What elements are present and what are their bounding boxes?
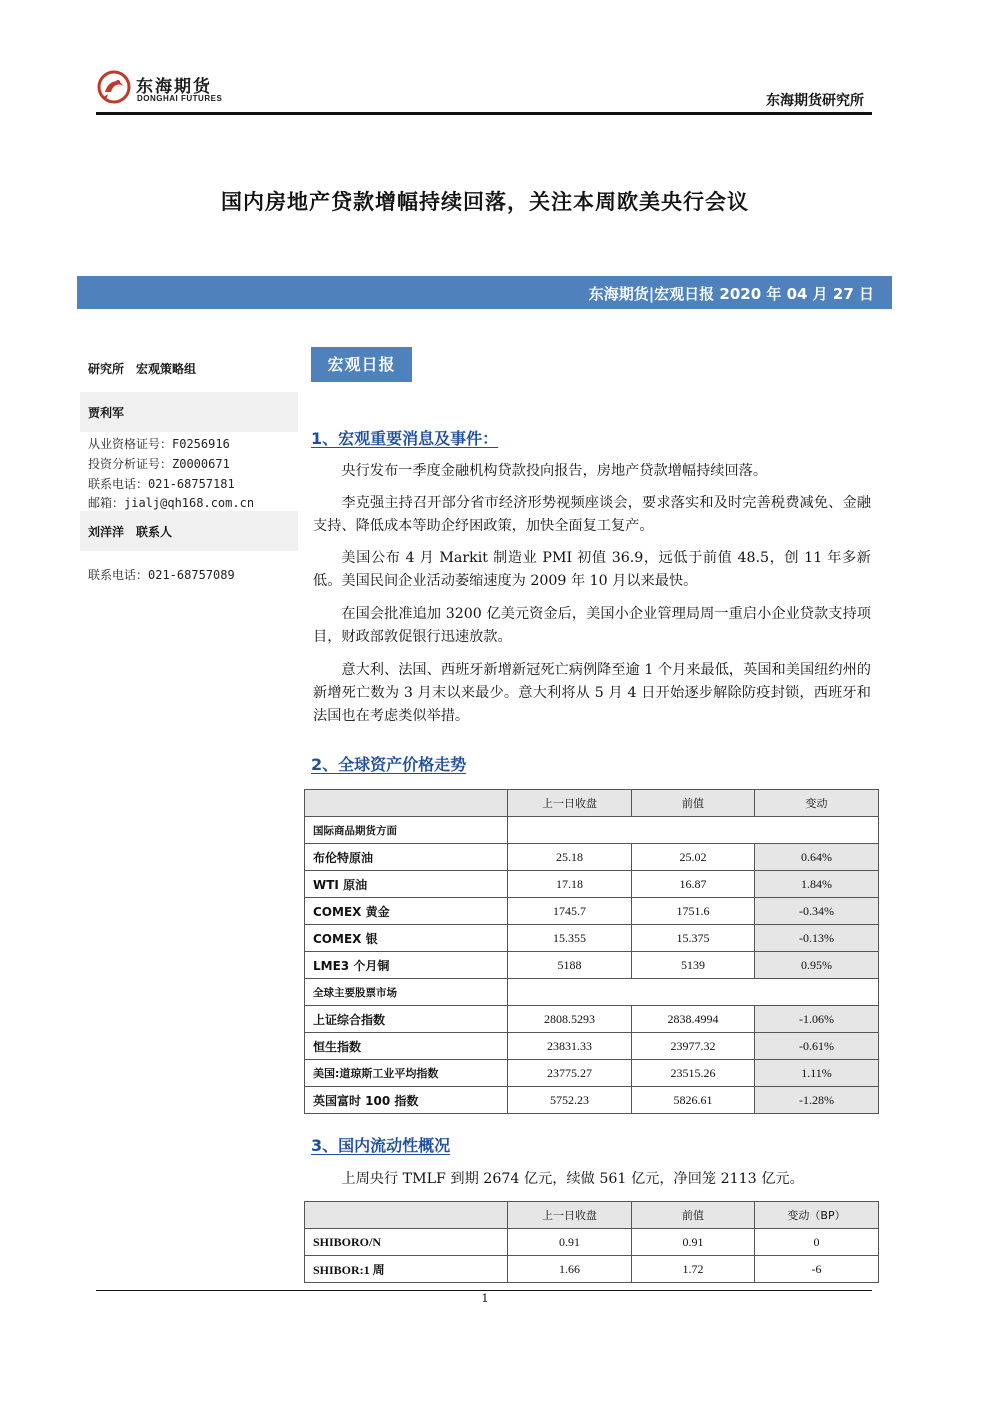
section1-heading: 1、宏观重要消息及事件： (311, 429, 499, 448)
asset-name: 英国富时 100 指数 (305, 1087, 508, 1114)
prev-value: 16.87 (632, 871, 755, 898)
prev-value: 15.375 (632, 925, 755, 952)
liquidity-table (304, 1201, 879, 1283)
close-value: 15.355 (508, 925, 632, 952)
table-row (305, 1060, 879, 1087)
prev-value: 5826.61 (632, 1087, 755, 1114)
news-paragraph: 央行发布一季度金融机构贷款投向报告，房地产贷款增幅持续回落。 (341, 463, 768, 479)
header-divider (96, 112, 872, 115)
rate-name: SHIBOR:1 周 (305, 1256, 508, 1283)
group-label: 全球主要股票市场 (305, 979, 508, 1006)
close-value: 2808.5293 (508, 1006, 632, 1033)
analyst1-name: 贾利军 (80, 392, 298, 432)
news-paragraph: 在国会批准追加 3200 亿美元资金后，美国小企业管理局周一重启小企业贷款支持项目，财政部敦促银行迅速放款。 (313, 606, 871, 645)
change-value: -0.34% (755, 898, 879, 925)
asset-name: 布伦特原油 (305, 844, 508, 871)
asset-name: COMEX 银 (305, 925, 508, 952)
table-header-cell (305, 1202, 508, 1229)
asset-name: 上证综合指数 (305, 1006, 508, 1033)
logo-english-name: DONGHAI FUTURES (137, 94, 223, 103)
close-value: 5188 (508, 952, 632, 979)
institute-name: 东海期货研究所 (766, 93, 864, 109)
dragon-logo-icon (96, 68, 132, 106)
section2-heading: 2、全球资产价格走势 (311, 755, 467, 774)
analyst1-line: 从业资格证号：F0256916 (88, 437, 230, 451)
change-value: -0.61% (755, 1033, 879, 1060)
table-header-cell: 前值 (632, 1202, 755, 1229)
close-value: 17.18 (508, 871, 632, 898)
banner-text: 东海期货|宏观日报 2020 年 04 月 27 日 (588, 285, 874, 303)
table-header-cell: 变动（BP） (755, 1202, 879, 1229)
report-banner (77, 276, 892, 309)
page-number: 1 (481, 1292, 489, 1305)
change-value: -1.06% (755, 1006, 879, 1033)
table-row (305, 1006, 879, 1033)
table-row (305, 952, 879, 979)
close-value: 5752.23 (508, 1087, 632, 1114)
change-value: 1.11% (755, 1060, 879, 1087)
table-header-cell: 上一日收盘 (508, 790, 632, 817)
analyst1-line: 投资分析证号：Z0000671 (88, 457, 230, 471)
close-value: 23831.33 (508, 1033, 632, 1060)
table-row (305, 871, 879, 898)
prev-value: 5139 (632, 952, 755, 979)
logo-chinese-name: 东海期货 (136, 77, 212, 97)
analyst2-name: 刘洋洋 联系人 (80, 511, 298, 551)
close-value: 23775.27 (508, 1060, 632, 1087)
analyst1-email[interactable]: 邮箱：jialj@qh168.com.cn (88, 496, 255, 510)
prev-value: 1.72 (632, 1256, 755, 1283)
asset-name: COMEX 黄金 (305, 898, 508, 925)
sidebar-dept: 研究所 宏观策略组 (88, 362, 197, 376)
close-value: 25.18 (508, 844, 632, 871)
prev-value: 1751.6 (632, 898, 755, 925)
close-value: 0.91 (508, 1229, 632, 1256)
prev-value: 0.91 (632, 1229, 755, 1256)
rate-name: SHIBORO/N (305, 1229, 508, 1256)
change-value: 0.95% (755, 952, 879, 979)
asset-name: 美国:道琼斯工业平均指数 (305, 1060, 508, 1087)
footer-divider (96, 1290, 872, 1291)
table-row (305, 925, 879, 952)
table-group-row (305, 817, 879, 844)
group-label: 国际商品期货方面 (305, 817, 508, 844)
change-value: 1.84% (755, 871, 879, 898)
table-row (305, 844, 879, 871)
table-header-cell: 上一日收盘 (508, 1202, 632, 1229)
table-header-row (305, 790, 879, 817)
section-tag: 宏观日报 (311, 347, 412, 382)
prev-value: 23515.26 (632, 1060, 755, 1087)
table-row (305, 1256, 879, 1283)
table-row (305, 1229, 879, 1256)
analyst1-line: 联系电话：021-68757181 (88, 477, 235, 491)
section3-heading: 3、国内流动性概况 (311, 1136, 451, 1155)
prev-value: 2838.4994 (632, 1006, 755, 1033)
table-header-cell (305, 790, 508, 817)
change-value: -6 (755, 1256, 879, 1283)
change-value: -0.13% (755, 925, 879, 952)
asset-name: WTI 原油 (305, 871, 508, 898)
change-value: 0.64% (755, 844, 879, 871)
table-header-cell: 变动 (755, 790, 879, 817)
company-logo (96, 66, 236, 110)
change-value: -1.28% (755, 1087, 879, 1114)
table-row (305, 898, 879, 925)
liquidity-paragraph: 上周央行 TMLF 到期 2674 亿元，续做 561 亿元，净回笼 2113 亿元。 (341, 1171, 804, 1187)
table-group-row (305, 979, 879, 1006)
prev-value: 25.02 (632, 844, 755, 871)
global-asset-table (304, 789, 879, 1114)
close-value: 1745.7 (508, 898, 632, 925)
report-title: 国内房地产贷款增幅持续回落，关注本周欧美央行会议 (221, 190, 749, 214)
prev-value: 23977.32 (632, 1033, 755, 1060)
news-paragraph: 美国公布 4 月 Markit 制造业 PMI 初值 36.9，远低于前值 48.5，创 11 年多新低。美国民间企业活动萎缩速度为 2009 年 10 月以来最快。 (313, 550, 871, 589)
news-paragraph: 李克强主持召开部分省市经济形势视频座谈会，要求落实和及时完善税费减免、金融支持、降低成本等助企纾困政策，加快全面复工复产。 (313, 495, 871, 534)
table-row (305, 1033, 879, 1060)
change-value: 0 (755, 1229, 879, 1256)
table-header-row (305, 1202, 879, 1229)
close-value: 1.66 (508, 1256, 632, 1283)
table-header-cell: 前值 (632, 790, 755, 817)
asset-name: LME3 个月铜 (305, 952, 508, 979)
news-paragraph: 意大利、法国、西班牙新增新冠死亡病例降至逾 1 个月来最低，英国和美国纽约州的新增死亡数为 3 月末以来最少。意大利将从 5 月 4 日开始逐步解除防疫封锁，西班牙和法国也在考虑类似举措。 (313, 662, 871, 724)
analyst2-line: 联系电话：021-68757089 (88, 568, 235, 582)
table-row (305, 1087, 879, 1114)
asset-name: 恒生指数 (305, 1033, 508, 1060)
